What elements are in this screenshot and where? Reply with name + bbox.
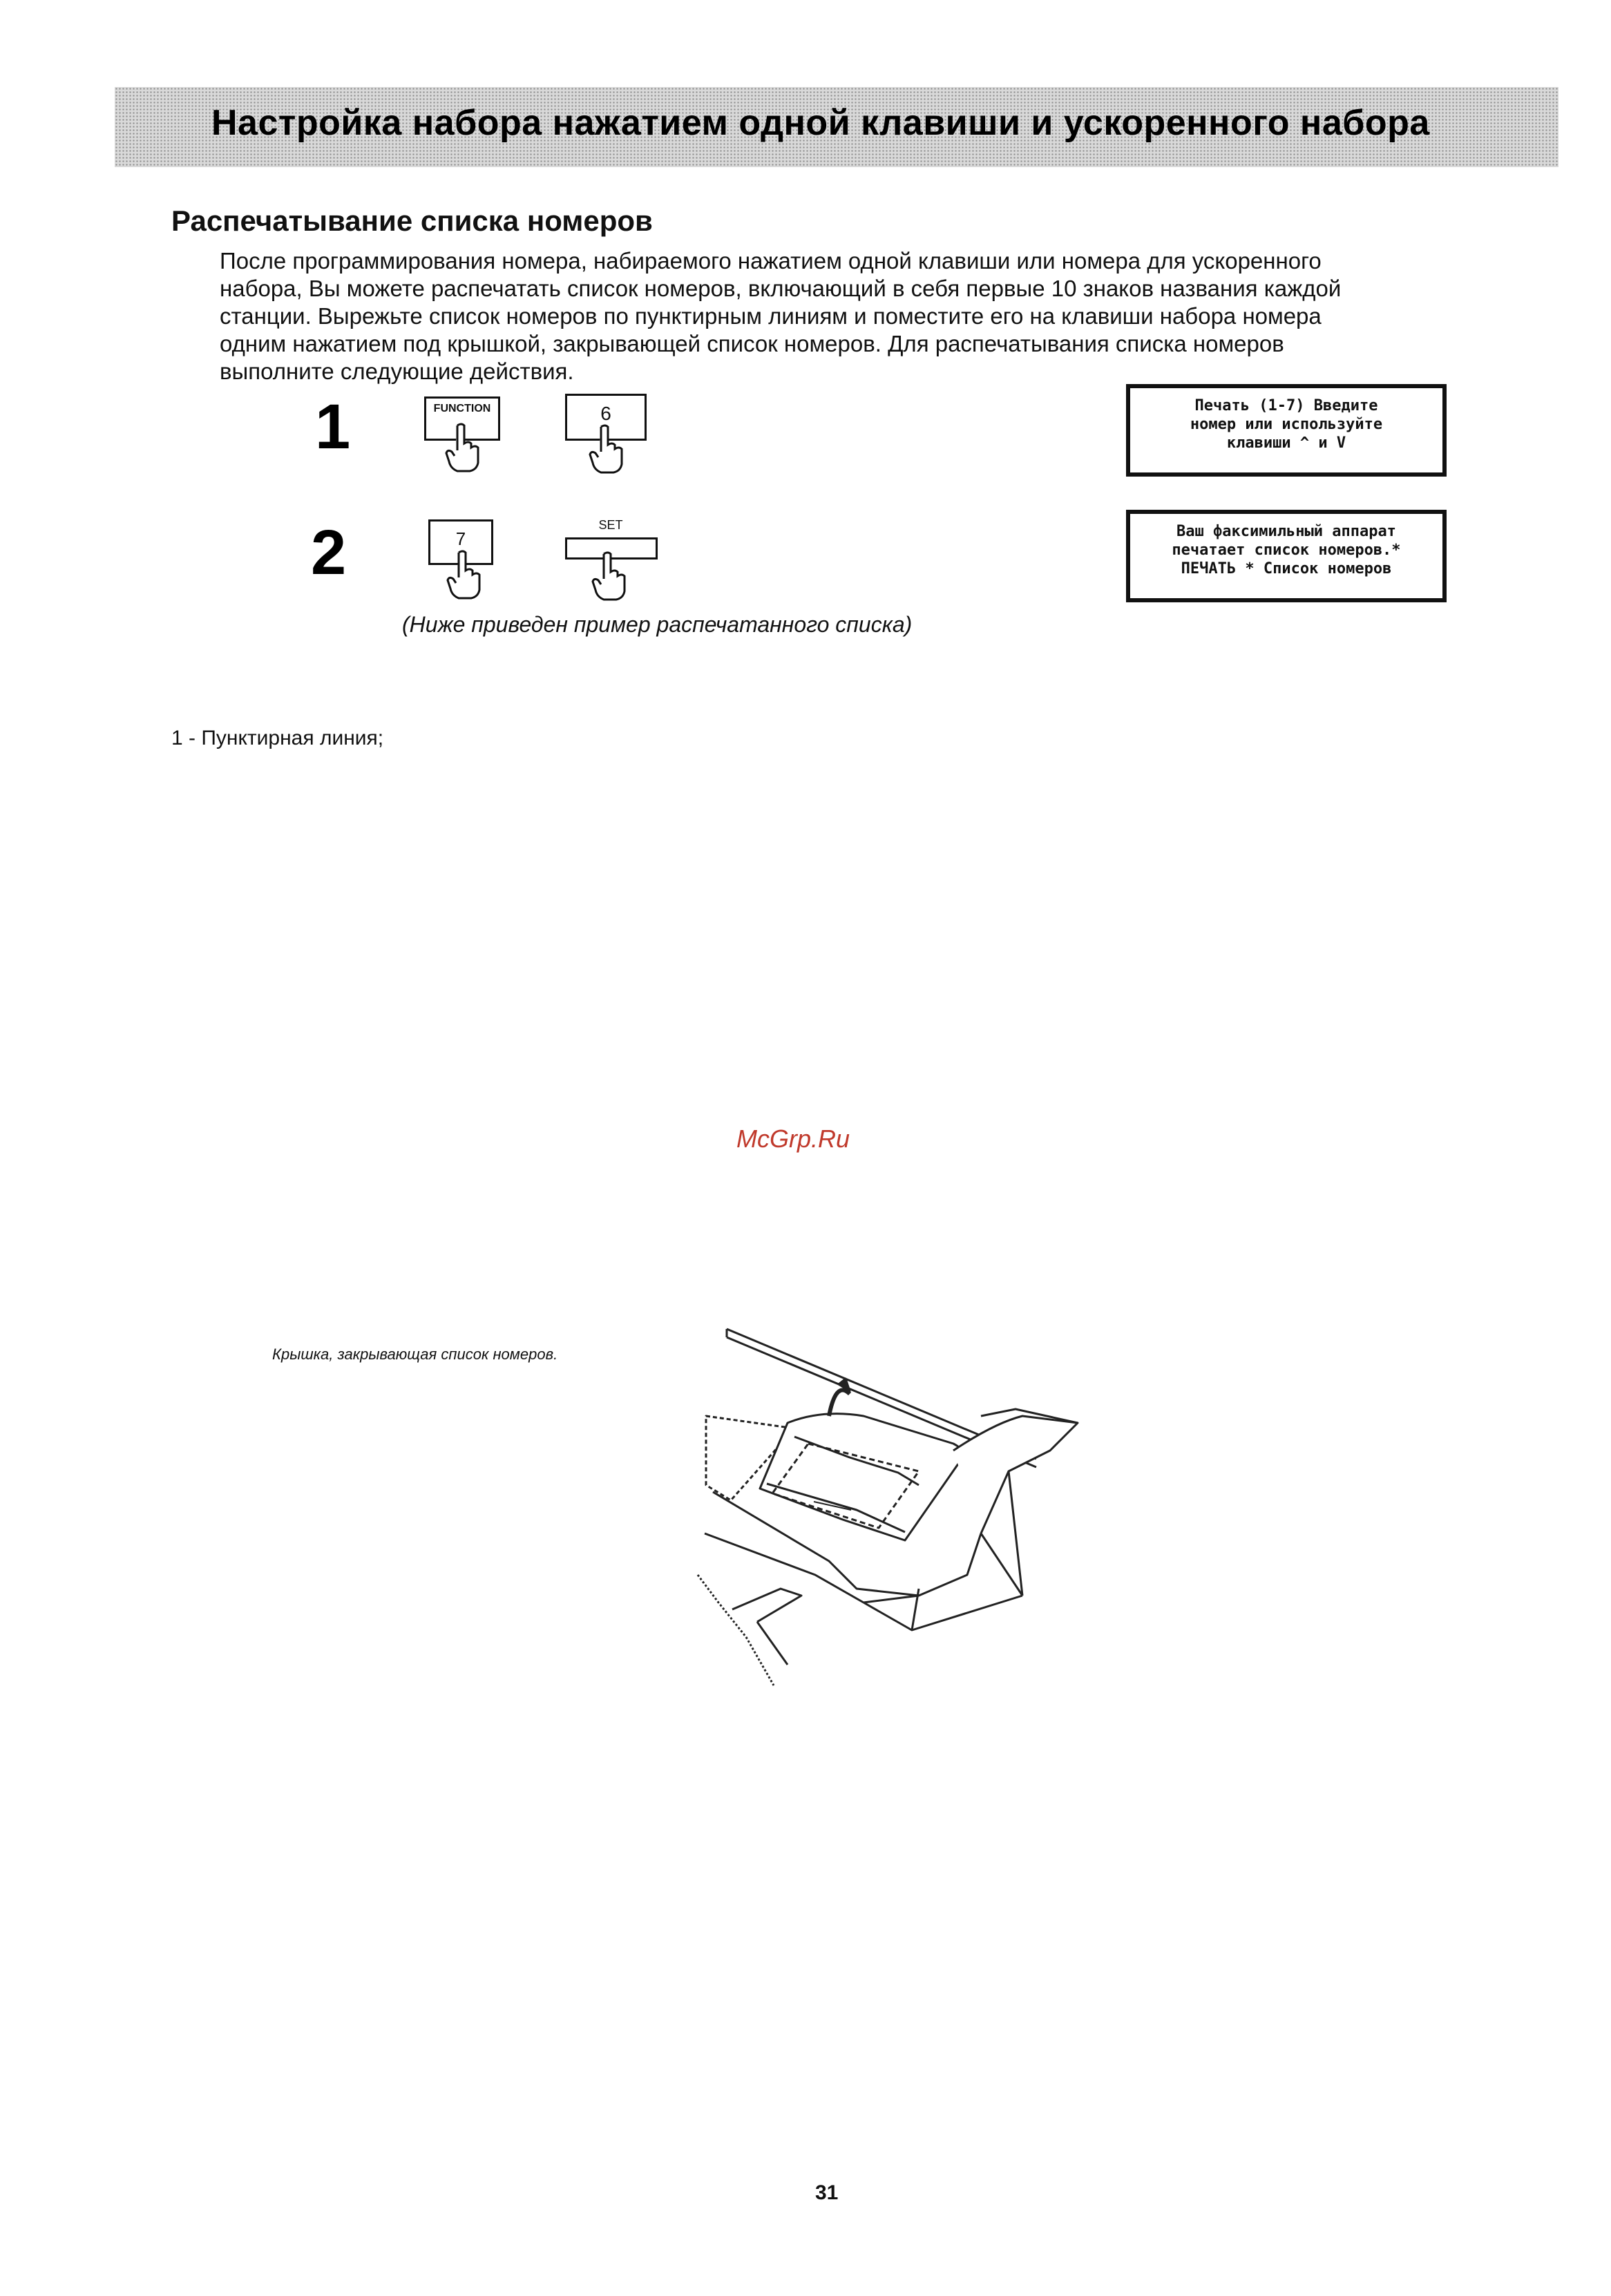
body-line: набора, Вы можете распечатать список номеров, включающий в себя первые 10 знаков названия каждой bbox=[220, 276, 1342, 301]
lcd-line: номер или используйте bbox=[1190, 416, 1383, 433]
page-title: Настройка набора нажатием одной клавиши и ускоренного набора bbox=[211, 103, 1430, 143]
finger-press-icon bbox=[586, 424, 627, 474]
cover-caption: Крышка, закрывающая список номеров. bbox=[272, 1346, 558, 1363]
lcd-display-step-1 bbox=[1126, 384, 1447, 477]
step-1-number: 1 bbox=[315, 392, 351, 462]
key-6-label: 6 bbox=[600, 403, 611, 424]
body-line: станции. Вырежьте список номеров по пунктирным линиям и поместите его на клавиши набора номера bbox=[220, 303, 1322, 329]
finger-press-icon bbox=[589, 551, 630, 601]
body-line: выполните следующие действия. bbox=[220, 358, 574, 384]
finger-press-icon bbox=[444, 550, 485, 600]
example-caption: (Ниже приведен пример распечатанного списка) bbox=[402, 612, 913, 637]
lcd-line: ПЕЧАТЬ * Список номеров bbox=[1181, 560, 1392, 577]
key-7-label: 7 bbox=[455, 528, 466, 549]
lcd-line: клавиши ^ и V bbox=[1226, 434, 1346, 452]
function-key bbox=[424, 396, 500, 472]
lcd-line: Печать (1-7) Введите bbox=[1194, 397, 1378, 414]
watermark: McGrp.Ru bbox=[736, 1125, 850, 1153]
key-6 bbox=[565, 394, 655, 477]
page-number: 31 bbox=[815, 2181, 839, 2204]
section-body bbox=[220, 247, 1463, 385]
section-title: Распечатывание списка номеров bbox=[171, 204, 653, 237]
function-key-label: FUNCTION bbox=[433, 403, 491, 414]
key-7 bbox=[428, 519, 504, 602]
step-2-number: 2 bbox=[311, 517, 347, 588]
body-line: После программирования номера, набираемого нажатием одной клавиши или номера для ускоренного bbox=[220, 248, 1322, 274]
set-key-label: SET bbox=[598, 518, 623, 532]
lcd-line: печатает список номеров.* bbox=[1172, 542, 1401, 559]
lcd-display-step-2 bbox=[1126, 510, 1447, 602]
lcd-line: Ваш факсимильный аппарат bbox=[1176, 523, 1396, 540]
fax-machine-illustration bbox=[691, 1312, 1174, 1699]
finger-press-icon bbox=[442, 423, 484, 472]
body-line: одним нажатием под крышкой, закрывающей список номеров. Для распечатывания списка номеров bbox=[220, 331, 1284, 356]
set-key bbox=[565, 518, 669, 604]
dotted-line-note: 1 - Пунктирная линия; bbox=[171, 727, 384, 749]
